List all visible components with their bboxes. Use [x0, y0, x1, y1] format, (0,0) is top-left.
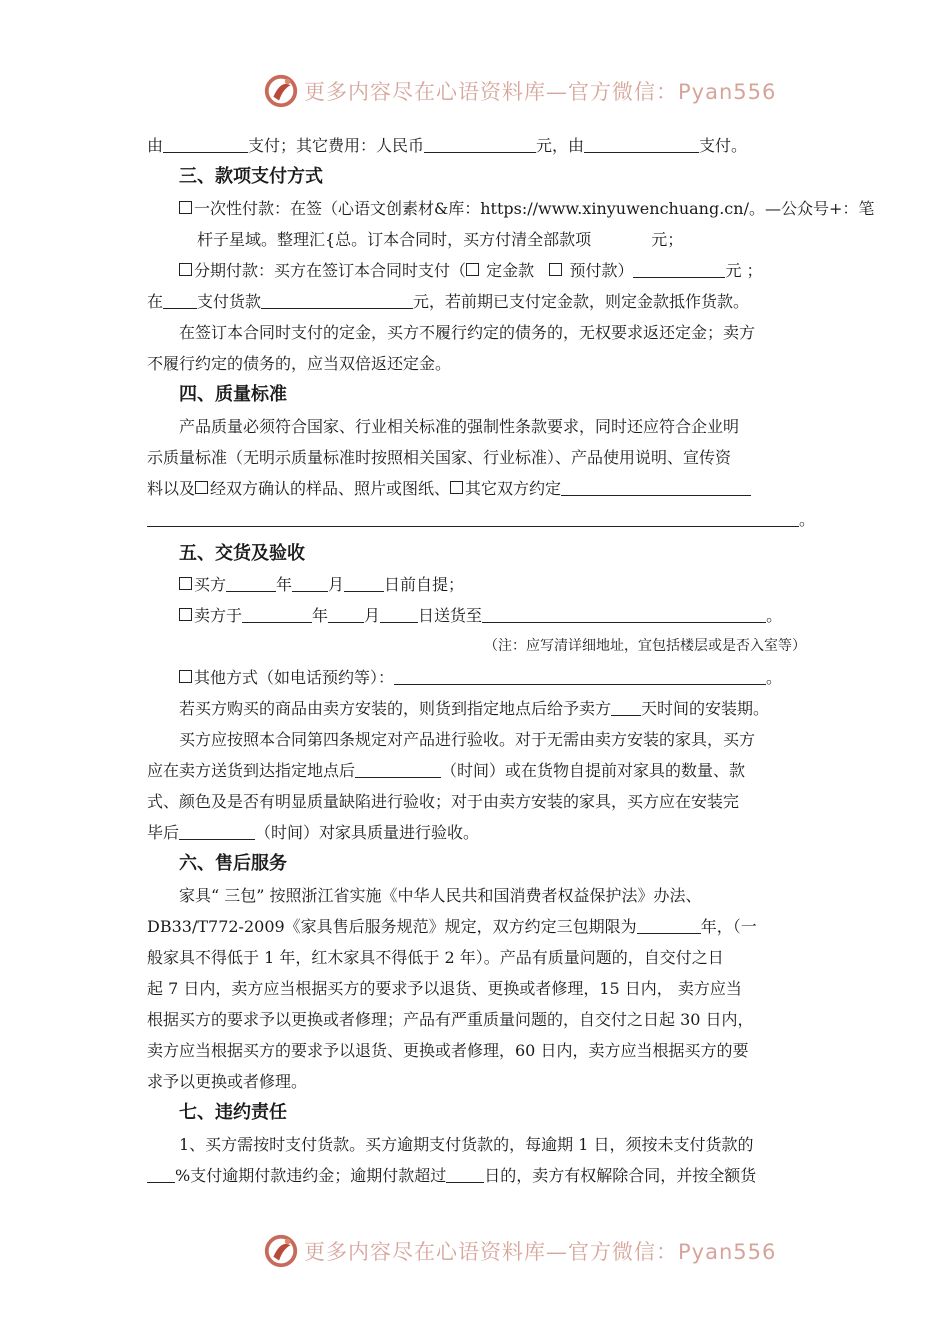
logo-icon [262, 72, 300, 110]
blank-field [394, 664, 766, 685]
blank-field [355, 757, 441, 778]
blank-field [633, 257, 725, 278]
blank-field [226, 571, 276, 592]
blank-field [561, 475, 751, 496]
banner-text: 更多内容尽在心语资料库—官方微信：Pyan556 [304, 1240, 777, 1264]
banner-text: 更多内容尽在心语资料库—官方微信：Pyan556 [304, 80, 777, 104]
blank-field [344, 571, 384, 592]
address-note: （注：应写清详细地址，宜包括楼层或是否入室等） [484, 638, 806, 654]
section-heading-4: 四、质量标准 [179, 384, 287, 405]
checkbox [179, 577, 192, 590]
deposit-clause-continued: 不履行约定的债务的，应当双倍返还定金。 [147, 354, 452, 373]
after-sales-text: 家具“ 三包” 按照浙江省实施《中华人民共和国消费者权益保护法》办法、 [179, 886, 702, 905]
after-sales-text: DB33/T772-2009《家具售后服务规范》规定，双方约定三包期限为 年，（一 [147, 911, 812, 942]
blank-field [380, 602, 418, 623]
footer-watermark-banner [0, 1230, 950, 1274]
section-heading-7: 七、违约责任 [179, 1102, 287, 1123]
after-sales-text: 起 7 日内，卖方应当根据买方的要求予以退货、更换或者修理，15 日内， 卖方应当 [147, 979, 742, 998]
installment-option: 分期付款：买方在签订本合同时支付（ 定金款 预付款） 元 ； [147, 255, 812, 286]
breach-text: %支付逾期付款违约金；逾期付款超过 日的，卖方有权解除合同，并按全额货 [147, 1160, 812, 1191]
blank-field [584, 132, 699, 153]
blank-field [147, 506, 799, 527]
checkbox [549, 263, 562, 276]
after-sales-text: 卖方应当根据买方的要求予以退货、更换或者修理，60 日内，卖方应当根据买方的要 [147, 1041, 749, 1060]
header-watermark-banner [0, 70, 950, 114]
after-sales-text: 根据买方的要求予以更换或者修理；产品有严重质量问题的，自交付之日起 30 日内， [147, 1010, 754, 1029]
blank-field [292, 571, 328, 592]
blank-field [446, 1162, 484, 1183]
inspection-text: 应在卖方送货到达指定地点后 （时间）或在货物自提前对家具的数量、款 [147, 755, 812, 786]
lump-sum-option: 一次性付款：在签（心语文创素材&库：https://www.xinyuwenchuang.cn/。—公众号+：笔 [147, 193, 812, 224]
section-heading-3: 三、款项支付方式 [179, 166, 323, 187]
checkbox [195, 481, 208, 494]
self-pickup-option: 买方 年 月 日前自提； [147, 569, 812, 600]
inspection-text: 式、颜色及是否有明显质量缺陷进行验收；对于由卖方安装的家具，买方应在安装完 [147, 792, 740, 811]
checkbox [179, 263, 192, 276]
wechat-id: Pyan556 [678, 1240, 777, 1264]
blank-field [179, 819, 255, 840]
lump-sum-continued: 杆子星域。整理汇{总。订本合同时，买方付清全部款项 元； [197, 230, 684, 249]
quality-text: 料以及 经双方确认的样品、照片或图纸、 其它双方约定 [147, 473, 812, 504]
after-sales-text: 般家具不得低于 1 年，红木家具不得低于 2 年）。产品有质量问题的，自交付之日 [147, 948, 724, 967]
section-heading-5: 五、交货及验收 [179, 543, 305, 564]
delivery-option: 卖方于 年 月 日送货至 。 [147, 600, 812, 631]
checkbox [179, 670, 192, 683]
inspection-text: 毕后 （时间）对家具质量进行验收。 [147, 817, 812, 848]
deposit-clause: 在签订本合同时支付的定金，买方不履行约定的债务的，无权要求返还定金；卖方 [179, 323, 756, 342]
checkbox [179, 201, 192, 214]
after-sales-text: 求予以更换或者修理。 [147, 1072, 308, 1091]
blank-field [328, 602, 364, 623]
document-body [147, 130, 875, 1191]
breach-text: 1、买方需按时支付货款。买方逾期支付货款的，每逾期 1 日，须按未支付货款的 [179, 1135, 754, 1154]
blank-field [611, 695, 641, 716]
logo-icon [262, 1232, 300, 1270]
quality-text: 产品质量必须符合国家、行业相关标准的强制性条款要求，同时还应符合企业明 [179, 417, 740, 436]
quality-text: 示质量标准（无明示质量标准时按照相关国家、行业标准）、产品使用说明、宣传资 [147, 448, 732, 467]
checkbox [466, 263, 479, 276]
blank-field [163, 288, 197, 309]
blank-field [242, 602, 312, 623]
installment-continued: 在 支付货款 元，若前期已支付定金款，则定金款抵作货款。 [147, 286, 812, 317]
checkbox [179, 608, 192, 621]
section-heading-6: 六、售后服务 [179, 853, 287, 874]
installation-clause: 若买方购买的商品由卖方安装的，则货到指定地点后给予卖方 天时间的安装期。 [147, 693, 812, 724]
payment-line: 由 支付；其它费用：人民币 元，由 支付。 [147, 130, 812, 161]
blank-field [637, 913, 701, 934]
wechat-id: Pyan556 [678, 80, 777, 104]
quality-blank-line: 。 [147, 504, 812, 535]
blank-field [424, 132, 536, 153]
blank-field [482, 602, 766, 623]
other-delivery-option: 其他方式（如电话预约等）： 。 [147, 662, 812, 693]
checkbox [450, 481, 463, 494]
inspection-text: 买方应按照本合同第四条规定对产品进行验收。对于无需由卖方安装的家具，买方 [179, 730, 756, 749]
blank-field [147, 1162, 175, 1183]
blank-field [261, 288, 413, 309]
blank-field [163, 132, 248, 153]
